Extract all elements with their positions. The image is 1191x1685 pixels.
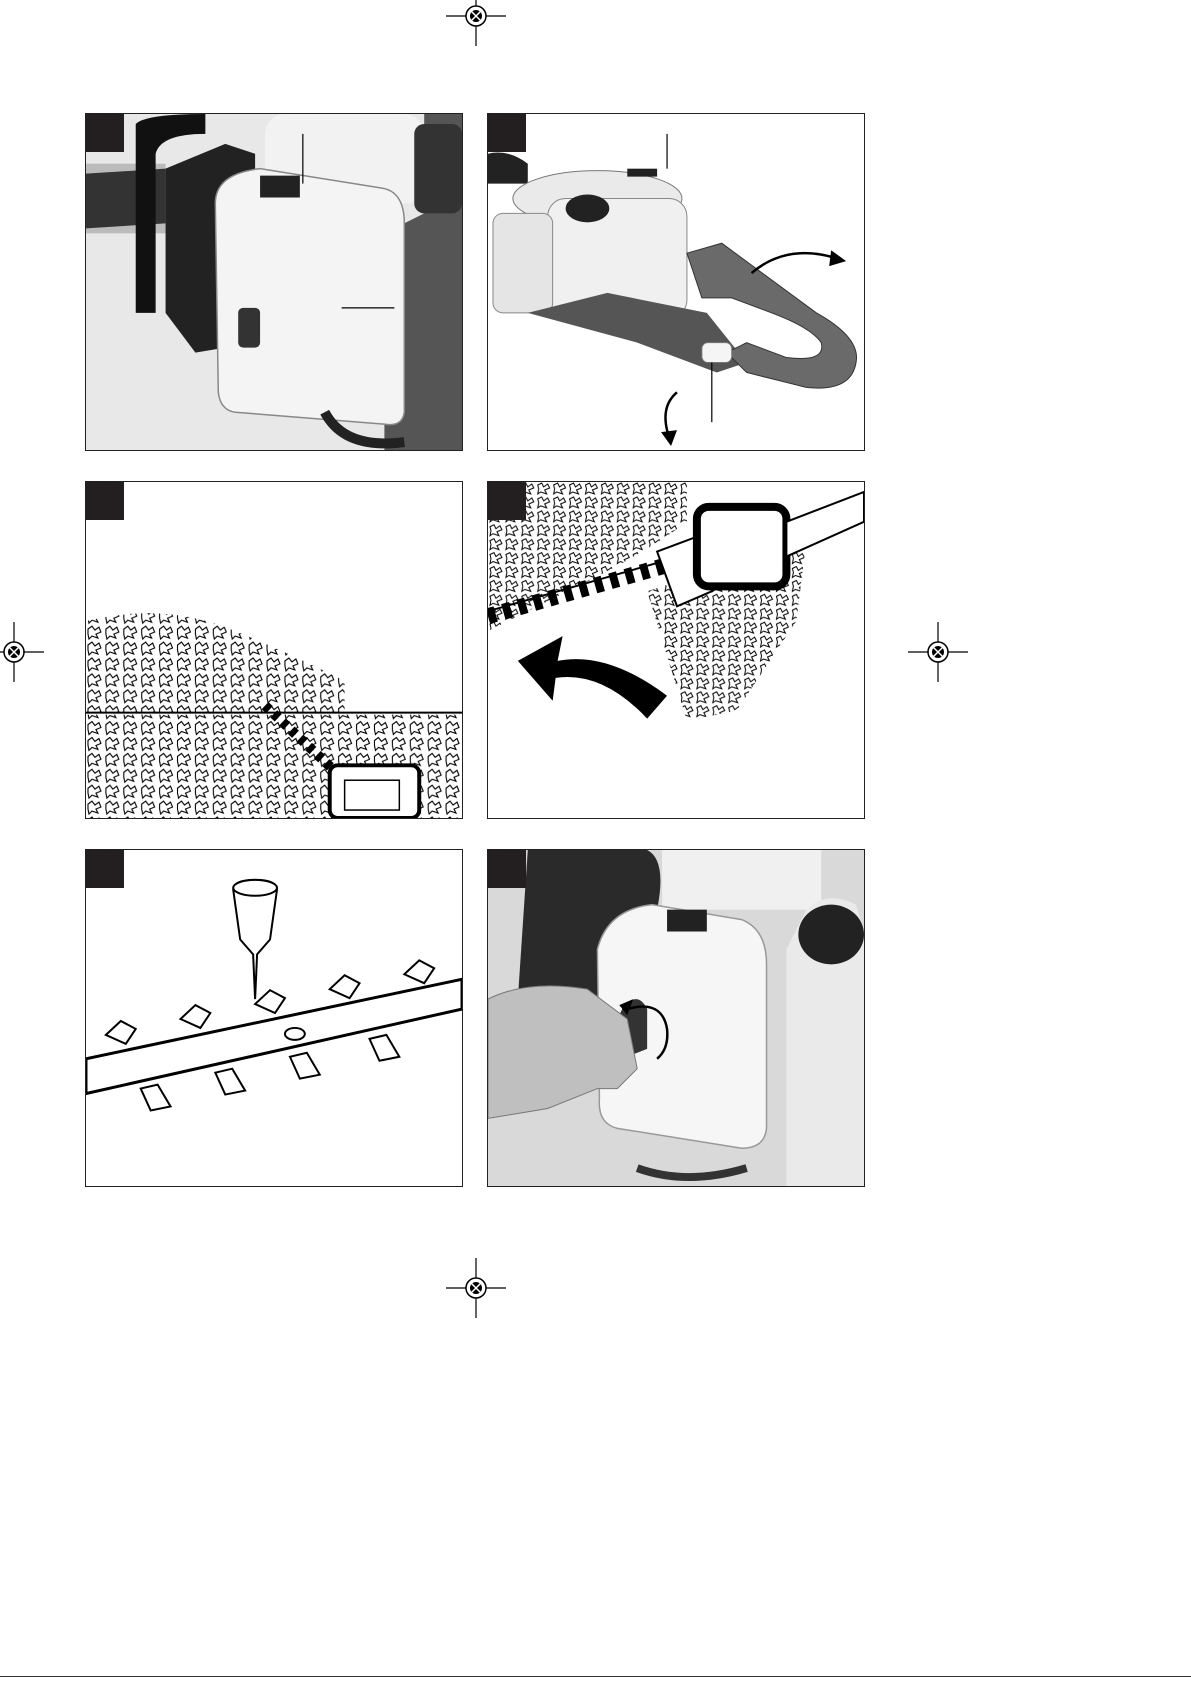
registration-mark-bottom <box>446 1258 506 1318</box>
figure-number-badge <box>86 482 124 520</box>
registration-mark-top <box>446 0 506 46</box>
photo-fuel-tank-air-filter <box>86 114 462 450</box>
figure-panel-6 <box>487 849 865 1187</box>
figure-number-badge <box>488 114 526 152</box>
registration-mark-left <box>0 622 44 682</box>
figure-number-badge <box>488 482 526 520</box>
figure-number-badge <box>86 850 124 888</box>
figure-panel-3 <box>85 481 463 819</box>
drawing-cutting-hedge-top <box>86 482 462 818</box>
page-trim-line <box>0 1676 1191 1677</box>
registration-mark-right <box>908 622 968 682</box>
drawing-oiling-blade <box>86 850 462 1186</box>
figure-number-badge <box>488 850 526 888</box>
drawing-cutting-hedge-side <box>488 482 864 818</box>
photo-opening-air-filter-cover <box>488 850 864 1186</box>
photo-rotating-handle <box>488 114 864 450</box>
figure-number-badge <box>86 114 124 152</box>
figure-panel-1 <box>85 113 463 451</box>
figure-panel-2 <box>487 113 865 451</box>
figure-panel-4 <box>487 481 865 819</box>
figure-panel-5 <box>85 849 463 1187</box>
